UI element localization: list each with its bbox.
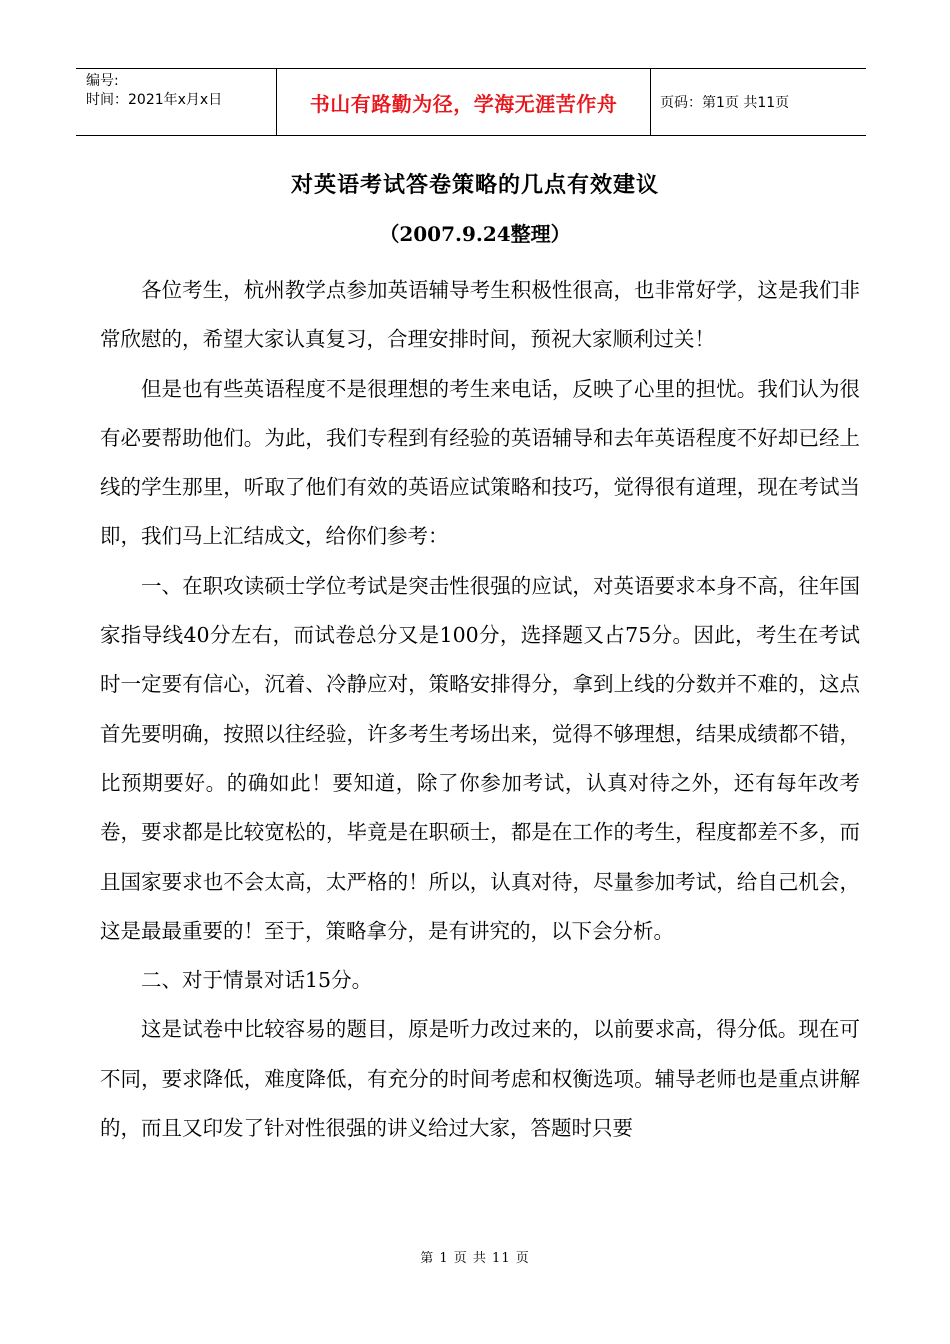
document-title: 对英语考试答卷策略的几点有效建议 [290,172,659,198]
paragraph: 一、在职攻读硕士学位考试是突击性很强的应试，对英语要求本身不高，往年国家指导线40分左右，而试卷总分又是100分，选择题又占75分。因此，考生在考试时一定要有信心，沉着、冷静应对，策略安排得分，拿到上线的分数并不难的，这点首先要明确，按照以往经验，许多考生考场出来，觉得不够理想，结果成绩都不错，比预期要好。的确如此！要知道，除了你参加考试，认真对待之外，还有每年改考卷，要求都是比较宽松的，毕竟是在职硕士，都是在工作的考生，程度都差不多，而且国家要求也不会太高，太严格的！所以，认真对待，尽量参加考试，给自己机会，这是最最重要的！至于，策略拿分，是有讲究的，以下会分析。 [100,573,860,943]
paragraph: 但是也有些英语程度不是很理想的考生来电话，反映了心里的担忧。我们认为很有必要帮助他们。为此，我们专程到有经验的英语辅导和去年英语程度不好却已经上线的学生那里，听取了他们有效的英语应试策略和技巧，觉得很有道理，现在考试当即，我们马上汇结成文，给你们参考： [100,376,860,549]
page-footer: 第 1 页 共 11 页 [420,1251,530,1266]
header-table [76,68,866,136]
code-label: 编号: [86,73,119,89]
motto-text: 书山有路勤为径，学海无涯苦作舟 [309,91,618,116]
time-label: 时间：2021年x月x日 [86,92,223,108]
header-motto-cell [277,69,651,135]
header-page-cell [651,69,866,135]
document-body [100,266,860,1153]
paragraph: 二、对于情景对话15分。 [141,968,373,993]
paragraph: 这是试卷中比较容易的题目，原是听力改过来的，以前要求高，得分低。现在可不同，要求降低，难度降低，有充分的时间考虑和权衡选项。辅导老师也是重点讲解的，而且又印发了针对性很强的讲义给过大家，答题时只要 [100,1017,860,1141]
document-subtitle: （2007.9.24整理） [379,222,571,246]
page-info: 页码：第1页 共11页 [660,95,790,111]
header-meta-cell [76,69,277,135]
paragraph: 各位考生，杭州教学点参加英语辅导考生积极性很高，也非常好学，这是我们非常欣慰的，希望大家认真复习，合理安排时间，预祝大家顺利过关！ [100,278,860,352]
